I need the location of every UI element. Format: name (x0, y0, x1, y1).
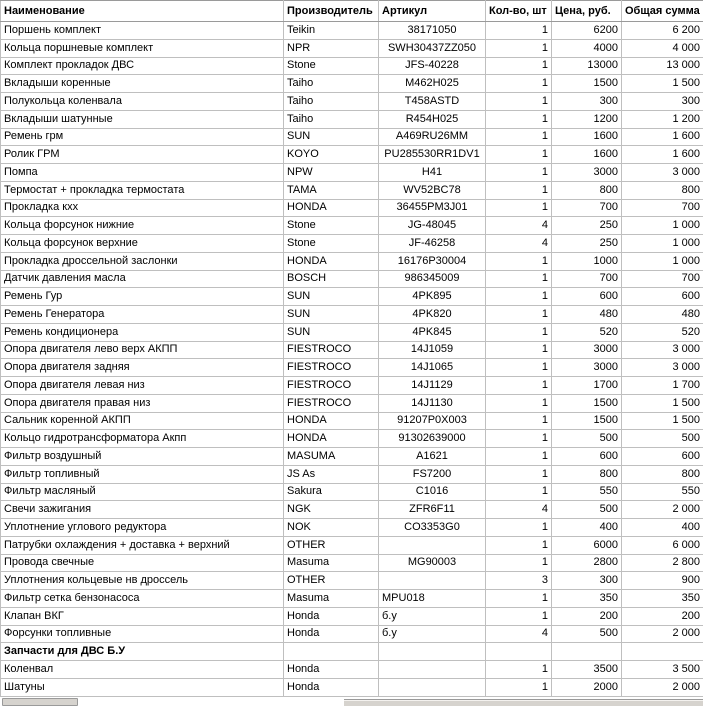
cell-manufacturer[interactable]: Taiho (284, 75, 379, 93)
cell-total[interactable]: 520 (622, 323, 703, 341)
column-header-total[interactable]: Общая сумма (622, 1, 703, 22)
table-row (1, 57, 703, 75)
cell-total[interactable]: 1 000 (622, 235, 703, 253)
cell-manufacturer[interactable]: Taiho (284, 110, 379, 128)
cell-article[interactable] (379, 536, 486, 554)
cell-total[interactable]: 13 000 (622, 57, 703, 75)
table-row (1, 252, 703, 270)
cell-qty[interactable]: 1 (486, 448, 552, 466)
cell-manufacturer[interactable]: Sakura (284, 483, 379, 501)
cell-article[interactable]: FS7200 (379, 465, 486, 483)
cell-name[interactable]: Полукольца коленвала (1, 93, 284, 111)
cell-manufacturer[interactable]: FIESTROCO (284, 377, 379, 395)
cell-total[interactable]: 900 (622, 572, 703, 590)
cell-article[interactable]: R454H025 (379, 110, 486, 128)
table-row (1, 430, 703, 448)
cell-qty[interactable]: 1 (486, 22, 552, 40)
cell-qty[interactable] (486, 643, 552, 661)
table-row (1, 128, 703, 146)
cell-name[interactable]: Датчик давления масла (1, 270, 284, 288)
table-row (1, 306, 703, 324)
cell-total[interactable]: 3 500 (622, 661, 703, 679)
cell-article[interactable]: SWH30437ZZ050 (379, 39, 486, 57)
cell-price[interactable]: 13000 (552, 57, 622, 75)
cell-manufacturer[interactable]: NGK (284, 501, 379, 519)
cell-qty[interactable]: 4 (486, 501, 552, 519)
cell-total[interactable]: 2 800 (622, 554, 703, 572)
cell-manufacturer[interactable]: SUN (284, 306, 379, 324)
cell-manufacturer[interactable]: Stone (284, 57, 379, 75)
cell-price[interactable]: 3000 (552, 164, 622, 182)
cell-total[interactable]: 2 000 (622, 501, 703, 519)
cell-price[interactable]: 3000 (552, 359, 622, 377)
table-row (1, 270, 703, 288)
cell-name[interactable]: Кольца форсунок нижние (1, 217, 284, 235)
cell-article[interactable]: C1016 (379, 483, 486, 501)
cell-manufacturer[interactable]: SUN (284, 323, 379, 341)
cell-price[interactable]: 250 (552, 217, 622, 235)
cell-manufacturer[interactable]: TAMA (284, 181, 379, 199)
cell-qty[interactable]: 1 (486, 465, 552, 483)
cell-price[interactable]: 1500 (552, 412, 622, 430)
cell-total[interactable]: 800 (622, 465, 703, 483)
cell-article[interactable] (379, 572, 486, 590)
table-row (1, 199, 703, 217)
cell-article[interactable] (379, 661, 486, 679)
cell-total[interactable]: 1 700 (622, 377, 703, 395)
cell-total[interactable]: 1 500 (622, 412, 703, 430)
cell-article[interactable]: 16176P30004 (379, 252, 486, 270)
cell-name[interactable]: Уплотнения кольцевые нв дроссель (1, 572, 284, 590)
cell-manufacturer[interactable]: SUN (284, 128, 379, 146)
cell-qty[interactable]: 1 (486, 678, 552, 696)
cell-qty[interactable]: 1 (486, 412, 552, 430)
cell-price[interactable]: 1600 (552, 146, 622, 164)
table-row (1, 519, 703, 537)
cell-name[interactable]: Опора двигателя лево верх АКПП (1, 341, 284, 359)
cell-article[interactable]: 14J1065 (379, 359, 486, 377)
cell-manufacturer[interactable]: Honda (284, 607, 379, 625)
cell-name[interactable]: Ремень Гур (1, 288, 284, 306)
cell-manufacturer[interactable]: OTHER (284, 572, 379, 590)
cell-manufacturer[interactable]: FIESTROCO (284, 394, 379, 412)
table-row (1, 536, 703, 554)
cell-article[interactable]: 91207P0X003 (379, 412, 486, 430)
table-row (1, 288, 703, 306)
cell-manufacturer[interactable]: NPW (284, 164, 379, 182)
cell-name[interactable]: Ролик ГРМ (1, 146, 284, 164)
cell-article[interactable]: 36455PM3J01 (379, 199, 486, 217)
cell-article[interactable]: 14J1129 (379, 377, 486, 395)
cell-article[interactable]: б.у (379, 607, 486, 625)
cell-name[interactable]: Термостат + прокладка термостата (1, 181, 284, 199)
cell-name[interactable]: Вкладыши шатунные (1, 110, 284, 128)
cell-total[interactable]: 300 (622, 93, 703, 111)
cell-manufacturer[interactable]: FIESTROCO (284, 359, 379, 377)
table-row (1, 678, 703, 696)
cell-price[interactable]: 500 (552, 430, 622, 448)
cell-qty[interactable]: 1 (486, 57, 552, 75)
table-row (1, 554, 703, 572)
header-row (1, 1, 703, 22)
cell-article[interactable]: JG-48045 (379, 217, 486, 235)
cell-name[interactable]: Патрубки охлаждения + доставка + верхний (1, 536, 284, 554)
cell-total[interactable]: 6 000 (622, 536, 703, 554)
cell-price[interactable]: 1500 (552, 75, 622, 93)
cell-price[interactable]: 500 (552, 501, 622, 519)
cell-manufacturer[interactable]: HONDA (284, 199, 379, 217)
table-header (1, 1, 703, 22)
cell-total[interactable]: 400 (622, 519, 703, 537)
cell-manufacturer[interactable]: HONDA (284, 430, 379, 448)
table-row (1, 394, 703, 412)
cell-total[interactable]: 1 200 (622, 110, 703, 128)
cell-article[interactable]: PU285530RR1DV1 (379, 146, 486, 164)
cell-manufacturer[interactable]: Teikin (284, 22, 379, 40)
cell-total[interactable]: 4 000 (622, 39, 703, 57)
cell-total[interactable]: 3 000 (622, 341, 703, 359)
cell-article[interactable]: б.у (379, 625, 486, 643)
cell-article[interactable]: ZFR6F11 (379, 501, 486, 519)
cell-price[interactable]: 700 (552, 270, 622, 288)
cell-qty[interactable]: 1 (486, 181, 552, 199)
table-row (1, 235, 703, 253)
table-row (1, 93, 703, 111)
cell-article[interactable]: M462H025 (379, 75, 486, 93)
cell-price[interactable]: 1200 (552, 110, 622, 128)
cell-price[interactable]: 300 (552, 572, 622, 590)
cell-article[interactable]: JFS-40228 (379, 57, 486, 75)
cell-article[interactable]: T458ASTD (379, 93, 486, 111)
cell-manufacturer[interactable]: OTHER (284, 536, 379, 554)
cell-price[interactable]: 350 (552, 590, 622, 608)
cell-name[interactable]: Опора двигателя левая низ (1, 377, 284, 395)
cell-price[interactable]: 300 (552, 93, 622, 111)
cell-qty[interactable]: 1 (486, 554, 552, 572)
cell-article[interactable]: A1621 (379, 448, 486, 466)
table-row (1, 359, 703, 377)
cell-qty[interactable]: 1 (486, 359, 552, 377)
cell-article[interactable]: JF-46258 (379, 235, 486, 253)
table-row (1, 75, 703, 93)
table-row (1, 164, 703, 182)
cell-qty[interactable]: 1 (486, 306, 552, 324)
cell-qty[interactable]: 4 (486, 217, 552, 235)
cell-price[interactable]: 500 (552, 625, 622, 643)
cell-name[interactable]: Прокладка дроссельной заслонки (1, 252, 284, 270)
cell-qty[interactable]: 1 (486, 394, 552, 412)
cell-qty[interactable]: 1 (486, 39, 552, 57)
cell-price[interactable]: 800 (552, 181, 622, 199)
cell-total[interactable]: 600 (622, 288, 703, 306)
cell-qty[interactable]: 1 (486, 430, 552, 448)
cell-manufacturer[interactable]: JS As (284, 465, 379, 483)
cell-price[interactable]: 600 (552, 288, 622, 306)
cell-qty[interactable]: 1 (486, 323, 552, 341)
cell-name[interactable]: Кольца поршневые комплект (1, 39, 284, 57)
cell-qty[interactable]: 4 (486, 625, 552, 643)
cell-manufacturer[interactable]: MASUMA (284, 448, 379, 466)
cell-name[interactable]: Опора двигателя правая низ (1, 394, 284, 412)
cell-article[interactable] (379, 678, 486, 696)
cell-manufacturer[interactable]: Masuma (284, 590, 379, 608)
cell-name[interactable]: Ремень кондиционера (1, 323, 284, 341)
cell-price[interactable]: 3500 (552, 661, 622, 679)
cell-qty[interactable]: 1 (486, 252, 552, 270)
cell-manufacturer[interactable]: Honda (284, 661, 379, 679)
cell-article[interactable]: H41 (379, 164, 486, 182)
cell-total[interactable]: 6 200 (622, 22, 703, 40)
cell-total[interactable]: 1 600 (622, 146, 703, 164)
table-body (1, 22, 703, 697)
table-row (1, 22, 703, 40)
cell-price[interactable]: 700 (552, 199, 622, 217)
cell-total[interactable]: 1 500 (622, 394, 703, 412)
cell-price[interactable] (552, 643, 622, 661)
cell-price[interactable]: 520 (552, 323, 622, 341)
cell-qty[interactable]: 1 (486, 270, 552, 288)
cell-article[interactable]: 38171050 (379, 22, 486, 40)
table-row (1, 501, 703, 519)
cell-name[interactable]: Вкладыши коренные (1, 75, 284, 93)
table-row (1, 661, 703, 679)
cell-name[interactable]: Ремень грм (1, 128, 284, 146)
cell-price[interactable]: 200 (552, 607, 622, 625)
cell-article[interactable]: 4PK895 (379, 288, 486, 306)
cell-price[interactable]: 6000 (552, 536, 622, 554)
cell-total[interactable]: 600 (622, 448, 703, 466)
cell-price[interactable]: 600 (552, 448, 622, 466)
cell-manufacturer[interactable]: Masuma (284, 554, 379, 572)
cell-article[interactable]: 986345009 (379, 270, 486, 288)
table-row (1, 625, 703, 643)
table-row (1, 412, 703, 430)
cell-total[interactable]: 350 (622, 590, 703, 608)
cell-qty[interactable]: 1 (486, 75, 552, 93)
cell-manufacturer[interactable] (284, 643, 379, 661)
cell-manufacturer[interactable]: BOSCH (284, 270, 379, 288)
cell-name[interactable]: Прокладка кхх (1, 199, 284, 217)
table-row (1, 377, 703, 395)
cell-name[interactable]: Фильтр воздушный (1, 448, 284, 466)
cell-price[interactable]: 1700 (552, 377, 622, 395)
cell-qty[interactable]: 1 (486, 288, 552, 306)
cell-total[interactable]: 500 (622, 430, 703, 448)
cell-article[interactable]: 4PK820 (379, 306, 486, 324)
cell-qty[interactable]: 1 (486, 146, 552, 164)
cell-name[interactable]: Коленвал (1, 661, 284, 679)
cell-name[interactable]: Форсунки топливные (1, 625, 284, 643)
cell-total[interactable]: 1 500 (622, 75, 703, 93)
cell-total[interactable]: 2 000 (622, 625, 703, 643)
cell-total[interactable]: 3 000 (622, 164, 703, 182)
table-row (1, 341, 703, 359)
cell-name[interactable]: Провода свечные (1, 554, 284, 572)
column-header-qty[interactable]: Кол-во, шт (486, 1, 552, 22)
sheet-tab-chip[interactable] (2, 698, 78, 706)
cell-qty[interactable]: 1 (486, 607, 552, 625)
cell-total[interactable]: 1 600 (622, 128, 703, 146)
column-header-manufacturer[interactable]: Производитель (284, 1, 379, 22)
cell-price[interactable]: 6200 (552, 22, 622, 40)
cell-qty[interactable]: 1 (486, 519, 552, 537)
cell-manufacturer[interactable]: FIESTROCO (284, 341, 379, 359)
cell-manufacturer[interactable]: Honda (284, 625, 379, 643)
cell-name[interactable]: Кольцо гидротрансформатора Акпп (1, 430, 284, 448)
cell-article[interactable]: CO3353G0 (379, 519, 486, 537)
cell-qty[interactable]: 4 (486, 235, 552, 253)
cell-total[interactable]: 2 000 (622, 678, 703, 696)
table-row (1, 483, 703, 501)
cell-price[interactable]: 400 (552, 519, 622, 537)
table-row (1, 607, 703, 625)
cell-article[interactable]: A469RU26MM (379, 128, 486, 146)
cell-name[interactable]: Фильтр масляный (1, 483, 284, 501)
cell-total[interactable] (622, 643, 703, 661)
cell-qty[interactable]: 1 (486, 536, 552, 554)
cell-qty[interactable]: 1 (486, 661, 552, 679)
cell-name[interactable]: Запчасти для ДВС Б.У (1, 643, 284, 661)
cell-manufacturer[interactable]: HONDA (284, 252, 379, 270)
cell-total[interactable]: 3 000 (622, 359, 703, 377)
cell-qty[interactable]: 1 (486, 199, 552, 217)
table-row (1, 323, 703, 341)
cell-article[interactable]: 14J1130 (379, 394, 486, 412)
cell-name[interactable]: Ремень Генератора (1, 306, 284, 324)
cell-total[interactable]: 700 (622, 270, 703, 288)
cell-qty[interactable]: 1 (486, 377, 552, 395)
cell-qty[interactable]: 1 (486, 93, 552, 111)
cell-price[interactable]: 1500 (552, 394, 622, 412)
cell-name[interactable]: Помпа (1, 164, 284, 182)
cell-name[interactable]: Клапан ВКГ (1, 607, 284, 625)
cell-name[interactable]: Поршень комплект (1, 22, 284, 40)
cell-manufacturer[interactable]: Taiho (284, 93, 379, 111)
cell-price[interactable]: 250 (552, 235, 622, 253)
cell-name[interactable]: Сальник коренной АКПП (1, 412, 284, 430)
cell-qty[interactable]: 1 (486, 128, 552, 146)
cell-qty[interactable]: 1 (486, 590, 552, 608)
cell-name[interactable]: Опора двигателя задняя (1, 359, 284, 377)
cell-article[interactable]: 91302639000 (379, 430, 486, 448)
cell-price[interactable]: 480 (552, 306, 622, 324)
cell-price[interactable]: 1600 (552, 128, 622, 146)
cell-qty[interactable]: 1 (486, 110, 552, 128)
cell-qty[interactable]: 1 (486, 164, 552, 182)
cell-article[interactable]: MPU018 (379, 590, 486, 608)
column-header-name[interactable]: Наименование (1, 1, 284, 22)
cell-price[interactable]: 3000 (552, 341, 622, 359)
cell-total[interactable]: 700 (622, 199, 703, 217)
bottom-bar (0, 697, 703, 706)
cell-price[interactable]: 800 (552, 465, 622, 483)
table-row (1, 465, 703, 483)
cell-qty[interactable]: 3 (486, 572, 552, 590)
cell-article[interactable]: 14J1059 (379, 341, 486, 359)
cell-name[interactable]: Кольца форсунок верхние (1, 235, 284, 253)
cell-manufacturer[interactable]: KOYO (284, 146, 379, 164)
cell-price[interactable]: 4000 (552, 39, 622, 57)
cell-article[interactable]: WV52BC78 (379, 181, 486, 199)
table-row (1, 448, 703, 466)
cell-manufacturer[interactable]: SUN (284, 288, 379, 306)
cell-manufacturer[interactable]: Honda (284, 678, 379, 696)
cell-name[interactable]: Комплект прокладок ДВС (1, 57, 284, 75)
cell-total[interactable]: 1 000 (622, 217, 703, 235)
cell-manufacturer[interactable]: NOK (284, 519, 379, 537)
cell-price[interactable]: 2000 (552, 678, 622, 696)
cell-manufacturer[interactable]: HONDA (284, 412, 379, 430)
cell-article[interactable] (379, 643, 486, 661)
column-header-price[interactable]: Цена, руб. (552, 1, 622, 22)
cell-price[interactable]: 550 (552, 483, 622, 501)
cell-total[interactable]: 1 000 (622, 252, 703, 270)
table-row (1, 146, 703, 164)
column-header-article[interactable]: Артикул (379, 1, 486, 22)
cell-total[interactable]: 800 (622, 181, 703, 199)
cell-article[interactable]: 4PK845 (379, 323, 486, 341)
cell-name[interactable]: Фильтр сетка бензонасоса (1, 590, 284, 608)
cell-manufacturer[interactable]: NPR (284, 39, 379, 57)
table-row (1, 217, 703, 235)
section-header-row (1, 643, 703, 661)
table-row (1, 572, 703, 590)
table-row (1, 181, 703, 199)
cell-qty[interactable]: 1 (486, 483, 552, 501)
cell-name[interactable]: Свечи зажигания (1, 501, 284, 519)
cell-manufacturer[interactable]: Stone (284, 235, 379, 253)
table-row (1, 110, 703, 128)
cell-manufacturer[interactable]: Stone (284, 217, 379, 235)
horizontal-scrollbar[interactable] (344, 699, 703, 706)
table-row (1, 39, 703, 57)
table-row (1, 590, 703, 608)
cell-price[interactable]: 1000 (552, 252, 622, 270)
cell-qty[interactable]: 1 (486, 341, 552, 359)
cell-price[interactable]: 2800 (552, 554, 622, 572)
cell-article[interactable]: MG90003 (379, 554, 486, 572)
cell-name[interactable]: Фильтр топливный (1, 465, 284, 483)
cell-total[interactable]: 550 (622, 483, 703, 501)
cell-name[interactable]: Шатуны (1, 678, 284, 696)
cell-name[interactable]: Уплотнение углового редуктора (1, 519, 284, 537)
cell-total[interactable]: 480 (622, 306, 703, 324)
cell-total[interactable]: 200 (622, 607, 703, 625)
